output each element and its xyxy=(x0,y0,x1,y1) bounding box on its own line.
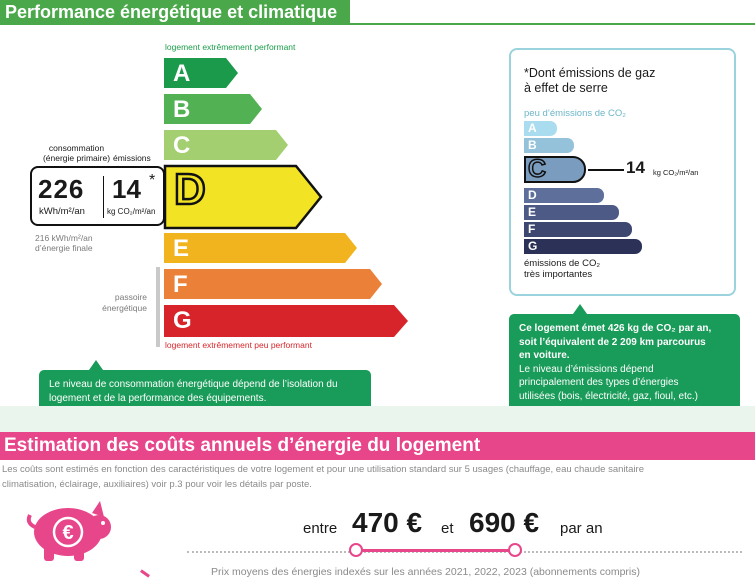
ges-class-c-current xyxy=(524,156,586,183)
cost-low-value: 470 € xyxy=(352,507,423,538)
energy-arrow-e xyxy=(164,233,357,263)
consumption-label: consommation (énergie primaire) xyxy=(42,143,111,164)
ges-top-label: peu d’émissions de CO₂ xyxy=(524,108,626,119)
consumption-value: 226 xyxy=(38,174,85,204)
costs-description-line-2: climatisation, éclairage, auxiliaires) voir p.3 pour voir les détails par poste. xyxy=(2,479,312,490)
piggy-bank-icon xyxy=(26,497,116,563)
callout-right-pointer xyxy=(573,304,587,314)
price-footnote: Prix moyens des énergies indexés sur les années 2021, 2022, 2023 (abonnements compris) xyxy=(211,566,640,578)
passoire-label: passoire énergétique xyxy=(102,292,147,313)
emissions-unit: kg CO₂/m²/an xyxy=(107,207,156,216)
passoire-bracket xyxy=(156,267,160,347)
ges-unit: kg CO₂/m²/an xyxy=(653,168,699,177)
emissions-label: émissions xyxy=(113,153,151,163)
ges-value: 14 xyxy=(626,158,645,177)
costs-description-line-1: Les coûts sont estimés en fonction des caractéristiques de votre logement et pour une utilisation standard sur 5 usages (chauffage, eau chaude sanitaire xyxy=(2,464,644,475)
scale-bottom-label: logement extrêmement peu performant xyxy=(165,340,312,350)
ges-class-a: A xyxy=(524,121,557,136)
section-header-costs xyxy=(0,432,755,460)
svg-text:€: € xyxy=(62,522,74,544)
cost-per-year-label: par an xyxy=(560,520,603,537)
ges-bottom-label: émissions de CO₂ très importantes xyxy=(524,258,601,281)
scale-top-label: logement extrêmement performant xyxy=(165,42,296,52)
ges-class-b: B xyxy=(524,138,574,153)
cost-and-label: et xyxy=(441,520,454,537)
ges-class-f: F xyxy=(524,222,632,237)
consumption-unit: kWh/m²/an xyxy=(39,206,85,217)
ges-box xyxy=(509,48,736,296)
current-energy-class: D xyxy=(174,165,206,214)
costs-title: Estimation des coûts annuels d’énergie du logement xyxy=(4,435,481,456)
box-divider xyxy=(103,176,104,218)
callout-right: Ce logement émet 426 kg de CO₂ par an, soit l’équivalent de 2 209 km parcourus en voiture. Le niveau d’émissions dépend principalement des types d’énergies utilisées (bois, électricité, gaz, fioul, etc.) xyxy=(509,314,740,422)
ges-class-d: D xyxy=(524,188,604,203)
final-energy-note: 216 kWh/m²/an d’énergie finale xyxy=(35,233,93,254)
ges-class-g: G xyxy=(524,239,642,254)
cost-range-bar xyxy=(356,549,516,552)
emissions-value: 14 xyxy=(112,174,141,204)
section-title: Performance énergétique et climatique xyxy=(5,2,338,22)
cost-between-label: entre xyxy=(303,520,338,537)
energy-arrow-f xyxy=(164,269,382,299)
energy-arrow-g xyxy=(164,305,408,337)
ges-pointer-line xyxy=(588,169,624,171)
callout-left: Le niveau de consommation énergétique dépend de l’isolation du logement et de la performance des équipements. xyxy=(39,370,371,422)
section-separator xyxy=(0,406,755,434)
consumption-emissions-box xyxy=(30,166,165,226)
callout-left-pointer xyxy=(89,360,103,370)
ges-class-e: E xyxy=(524,205,619,220)
cost-high-value: 690 € xyxy=(469,507,540,538)
emissions-asterisk: * xyxy=(149,172,156,189)
ges-note: *Dont émissions de gaz à effet de serre xyxy=(524,66,656,95)
ges-current-letter: C xyxy=(528,155,547,183)
cost-range-low-marker xyxy=(349,543,363,557)
cost-range-high-marker xyxy=(508,543,522,557)
